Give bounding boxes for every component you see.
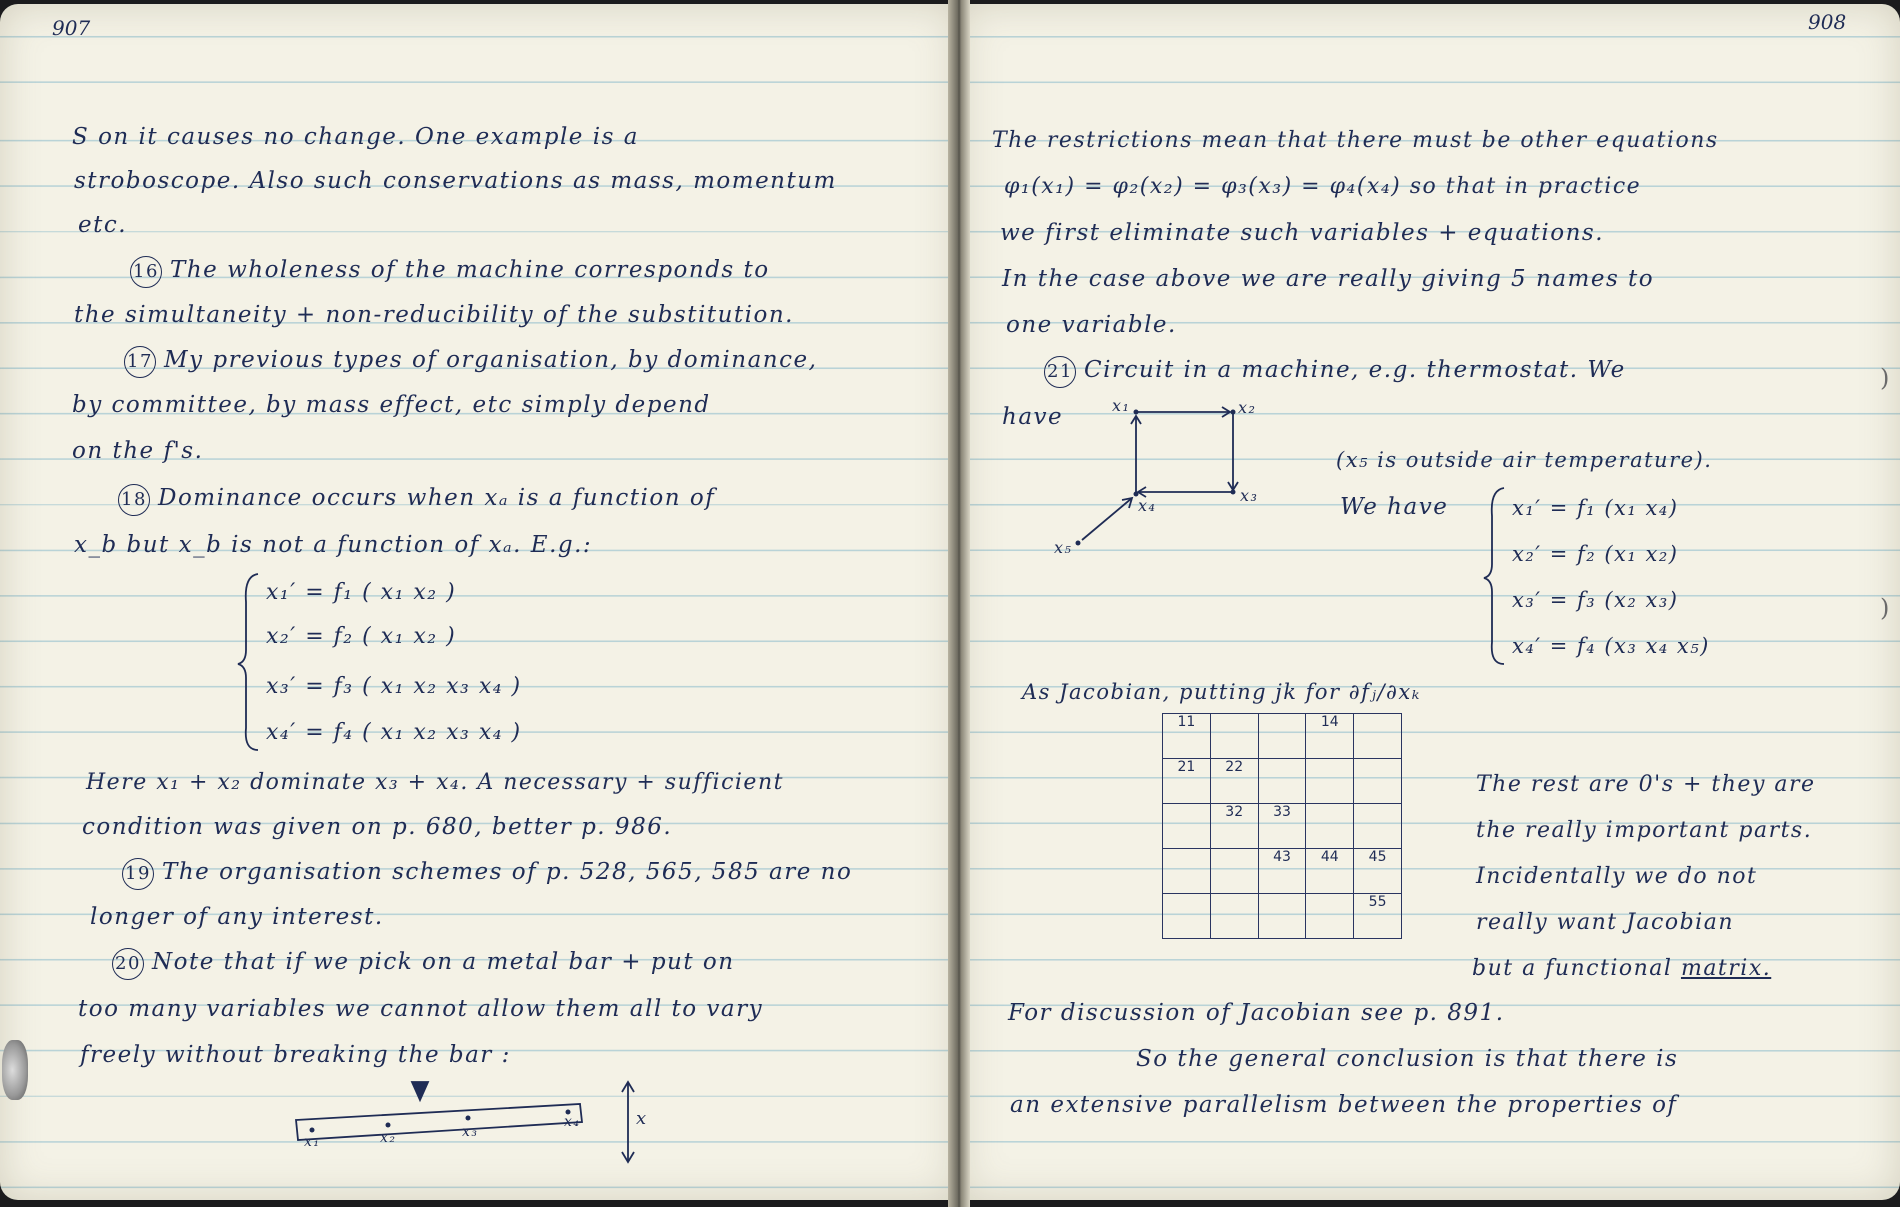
matrix-cell: 33 xyxy=(1258,804,1306,849)
page-number-right: 908 xyxy=(1808,10,1847,34)
text-line: We have xyxy=(1340,494,1449,520)
edge-mark: ) xyxy=(1880,594,1891,622)
text-line: Note that if we pick on a metal bar + put on xyxy=(152,949,735,975)
matrix-row xyxy=(1163,759,1402,804)
matrix-row xyxy=(1163,804,1402,849)
item-19 xyxy=(122,858,852,890)
circuit-node-label: x₃ xyxy=(1240,486,1259,505)
bar-label: x₄ xyxy=(564,1114,581,1130)
text-line: on the f's. xyxy=(72,438,204,464)
matrix-cell: 14 xyxy=(1306,714,1354,759)
text-line: have xyxy=(1002,404,1064,430)
circuit-diagram xyxy=(1052,398,1292,568)
brace-left-equations xyxy=(236,572,266,752)
text-line: φ₁(x₁) = φ₂(x₂) = φ₃(x₃) = φ₄(x₄) so that in practice xyxy=(1004,174,1642,199)
matrix-cell xyxy=(1306,804,1354,849)
matrix-cell xyxy=(1258,714,1306,759)
text-line: x_b but x_b is not a function of xₐ. E.g.: xyxy=(74,532,593,558)
item-number-badge: 16 xyxy=(130,256,162,288)
matrix-note-line: really want Jacobian xyxy=(1476,910,1735,935)
matrix-row xyxy=(1163,714,1402,759)
matrix-row xyxy=(1163,849,1402,894)
text-line: an extensive parallelism between the properties of xyxy=(1010,1092,1678,1118)
page-number-left: 907 xyxy=(52,16,91,40)
matrix-cell xyxy=(1210,714,1258,759)
text-line: longer of any interest. xyxy=(90,904,384,930)
bar-label: x₂ xyxy=(380,1130,397,1146)
edge-mark: ) xyxy=(1880,364,1891,392)
notebook-spine xyxy=(948,0,970,1207)
item-20 xyxy=(112,948,735,980)
matrix-cell xyxy=(1306,894,1354,939)
matrix-cell xyxy=(1258,759,1306,804)
item-number-badge: 19 xyxy=(122,858,154,890)
binding-ring-icon xyxy=(2,1040,28,1100)
text-line: S on it causes no change. One example is a xyxy=(72,124,639,150)
matrix-cell: 21 xyxy=(1163,759,1211,804)
text-line: one variable. xyxy=(1006,312,1177,338)
text-line: Incidentally we do not xyxy=(1476,864,1758,889)
item-number-badge: 17 xyxy=(124,346,156,378)
equation-line: x₁′ = f₁ ( x₁ x₂ ) xyxy=(266,580,457,605)
equation-line: x₄′ = f₄ (x₃ x₄ x₅) xyxy=(1512,634,1710,658)
text-line: The wholeness of the machine corresponds to xyxy=(170,257,770,283)
item-number-badge: 20 xyxy=(112,948,144,980)
circuit-node-label: x₂ xyxy=(1238,398,1257,417)
text-line: As Jacobian, putting jk for ∂fⱼ/∂xₖ xyxy=(1022,680,1421,704)
text-line: The restrictions mean that there must be other equations xyxy=(992,128,1719,153)
jacobian-matrix xyxy=(1162,713,1402,939)
matrix-cell xyxy=(1163,804,1211,849)
matrix-note-line xyxy=(1472,956,1771,981)
text-line: etc. xyxy=(78,212,128,238)
text-fragment: but a functional xyxy=(1472,956,1673,981)
bar-label: x₁ xyxy=(304,1134,321,1150)
text-line: My previous types of organisation, by dominance, xyxy=(164,347,818,373)
item-21 xyxy=(1044,356,1626,388)
text-line: Here x₁ + x₂ dominate x₃ + x₄. A necessary + sufficient xyxy=(86,770,784,795)
matrix-cell: 22 xyxy=(1210,759,1258,804)
text-line: The rest are 0's + they are xyxy=(1476,772,1816,797)
equation-line: x₁′ = f₁ (x₁ x₄) xyxy=(1512,496,1679,520)
text-line: the really important parts. xyxy=(1476,818,1813,843)
text-line: Circuit in a machine, e.g. thermostat. We xyxy=(1084,357,1626,383)
underlined-word: matrix. xyxy=(1680,956,1772,981)
matrix-cell xyxy=(1163,894,1211,939)
circuit-node-label: x₁ xyxy=(1112,396,1131,415)
item-18 xyxy=(118,484,715,516)
text-line: So the general conclusion is that there is xyxy=(1136,1046,1679,1072)
item-number-badge: 21 xyxy=(1044,356,1076,388)
circuit-node-label: x₅ xyxy=(1054,538,1073,557)
text-line: we first eliminate such variables + equations. xyxy=(1000,220,1605,246)
text-line: For discussion of Jacobian see p. 891. xyxy=(1008,1000,1505,1026)
bar-arrow-label: x xyxy=(636,1108,648,1129)
text-line: too many variables we cannot allow them all to vary xyxy=(78,996,764,1022)
item-17 xyxy=(124,346,817,378)
matrix-cell: 43 xyxy=(1258,849,1306,894)
matrix-cell xyxy=(1210,894,1258,939)
equation-line: x₂′ = f₂ ( x₁ x₂ ) xyxy=(266,624,457,649)
equation-line: x₃′ = f₃ ( x₁ x₂ x₃ x₄ ) xyxy=(266,674,522,699)
circuit-node-label: x₄ xyxy=(1138,496,1157,515)
matrix-cell: 44 xyxy=(1306,849,1354,894)
text-line: Dominance occurs when xₐ is a function of xyxy=(158,485,716,511)
text-line: by committee, by mass effect, etc simply depend xyxy=(72,392,711,418)
text-line: condition was given on p. 680, better p. 986. xyxy=(82,814,673,840)
bar-label: x₃ xyxy=(462,1124,479,1140)
text-line: (x₅ is outside air temperature). xyxy=(1336,448,1713,472)
matrix-cell xyxy=(1306,759,1354,804)
text-line: The organisation schemes of p. 528, 565, 585 are no xyxy=(162,859,853,885)
matrix-row xyxy=(1163,894,1402,939)
matrix-cell: 11 xyxy=(1163,714,1211,759)
text-line: stroboscope. Also such conservations as mass, momentum xyxy=(74,168,837,194)
item-16 xyxy=(130,256,770,288)
equation-line: x₃′ = f₃ (x₂ x₃) xyxy=(1512,588,1679,612)
text-line: freely without breaking the bar : xyxy=(80,1042,511,1068)
text-line: the simultaneity + non-reducibility of the substitution. xyxy=(74,302,794,328)
brace-right-equations xyxy=(1482,486,1512,666)
matrix-cell xyxy=(1354,804,1402,849)
matrix-cell: 32 xyxy=(1210,804,1258,849)
matrix-cell: 45 xyxy=(1354,849,1402,894)
item-number-badge: 18 xyxy=(118,484,150,516)
equation-line: x₄′ = f₄ ( x₁ x₂ x₃ x₄ ) xyxy=(266,720,522,745)
matrix-cell xyxy=(1258,894,1306,939)
matrix-cell xyxy=(1210,849,1258,894)
text-line: In the case above we are really giving 5 names to xyxy=(1002,266,1655,292)
matrix-cell xyxy=(1354,759,1402,804)
matrix-cell: 55 xyxy=(1354,894,1402,939)
matrix-cell xyxy=(1354,714,1402,759)
equation-line: x₂′ = f₂ (x₁ x₂) xyxy=(1512,542,1679,566)
matrix-cell xyxy=(1163,849,1211,894)
